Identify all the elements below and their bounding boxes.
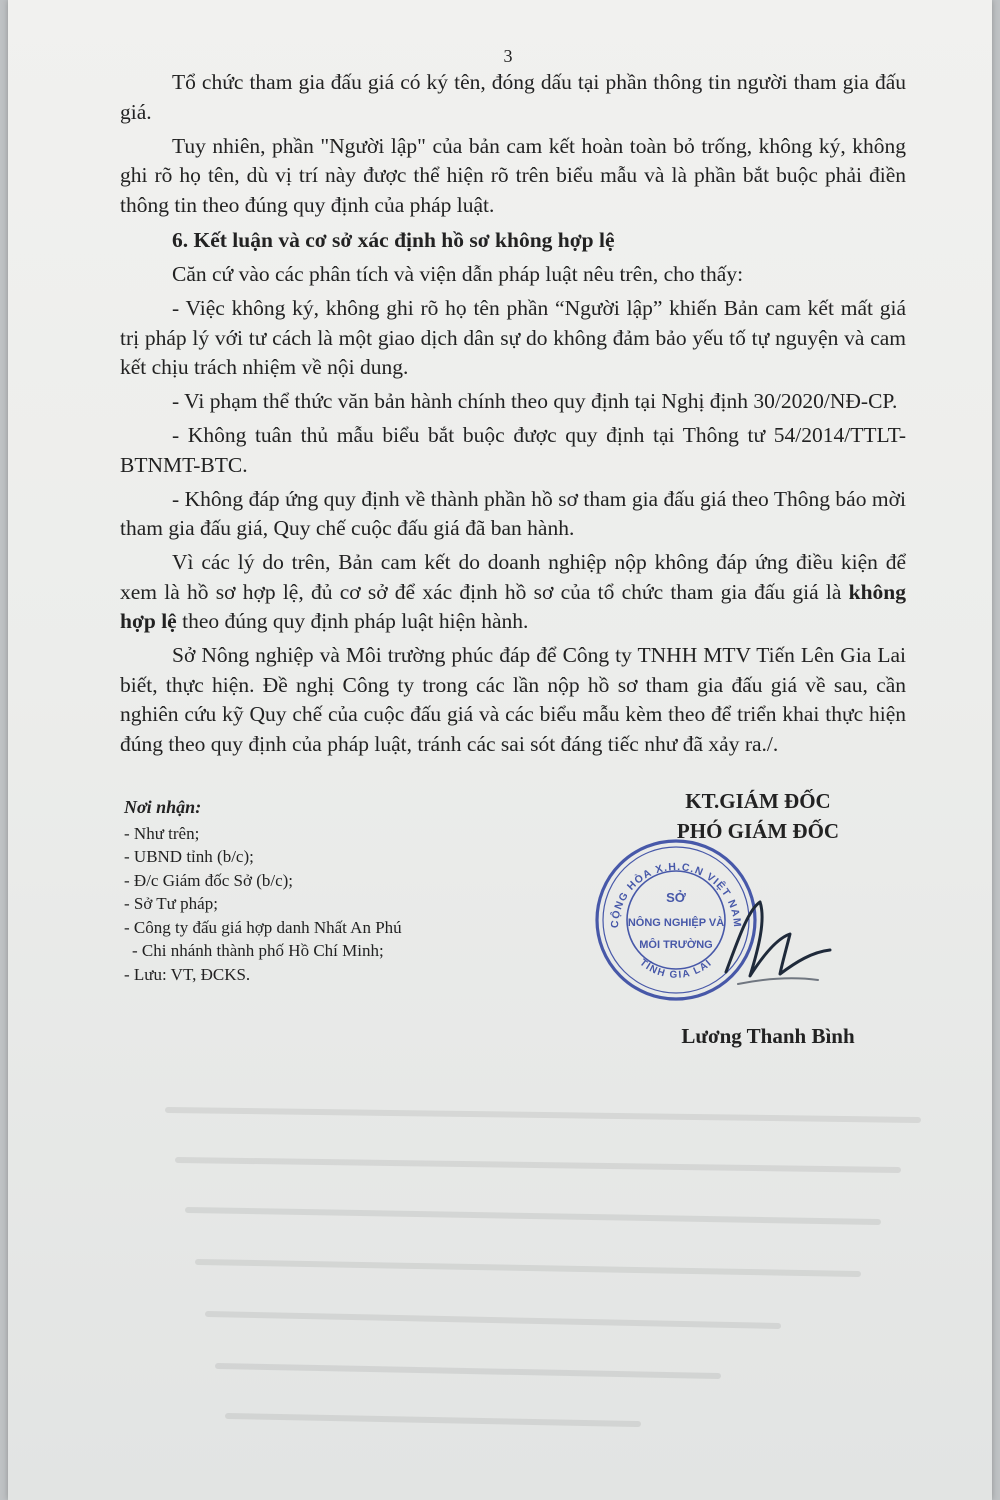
bullet-no-signature: - Việc không ký, không ghi rõ họ tên phần “Người lập” khiến Bản cam kết mất giá trị pháp lý với tư cách là một giao dịch dân sự do không đảm bảo yếu tố tự nguyện và cam kết chịu trách nhiệm về nội dung. [120,296,906,379]
document-page [8,0,992,1500]
paragraph-signed-info: Tổ chức tham gia đấu giá có ký tên, đóng dấu tại phần thông tin người tham gia đấu giá. [120,70,906,124]
signature-title-line1: KT.GIÁM ĐỐC [685,789,831,813]
recipient-item: - Chi nhánh thành phố Hồ Chí Minh; [132,941,384,960]
paragraph-blank-creator: Tuy nhiên, phần "Người lập" của bản cam kết hoàn toàn bỏ trống, không ký, không ghi rõ họ tên, dù vị trí này được thể hiện rõ trên biểu mẫu và là phần bắt buộc phải điền thông tin theo đúng quy định của pháp luật. [120,133,906,217]
paragraph-basis: Căn cứ vào các phân tích và viện dẫn pháp luật nêu trên, cho thấy: [172,262,744,286]
recipient-item: - Đ/c Giám đốc Sở (b/c); [124,870,294,890]
recipient-item: - UBND tỉnh (b/c); [124,847,254,866]
seal-center-line3: MÔI TRƯỜNG [639,939,713,951]
seal-center-line2: NÔNG NGHIỆP VÀ [627,917,725,929]
seal-ring-text: CỘNG HÒA X.H.C.N VIỆT NAM [608,860,744,929]
recipient-item: - Công ty đấu giá hợp danh Nhất An Phú [124,917,402,937]
conclusion-emphasis: không hợp lệ [120,579,906,633]
recipients-block [124,796,524,986]
recipient-item: - Như trên; [124,823,200,843]
seal-bottom-text: TỈNH GIA LAI [637,957,715,981]
recipient-item: - Lưu: VT, ĐCKS. [124,964,251,984]
bullet-dossier-requirements: - Không đáp ứng quy định về thành phần hồ sơ tham gia đấu giá theo Thông báo mời tham gia đấu giá, Quy chế cuộc đấu giá đã ban hành. [120,486,906,540]
handwritten-signature-icon [708,880,838,1000]
section-heading-conclusion: 6. Kết luận và cơ sở xác định hồ sơ không hợp lệ [172,228,615,252]
document-body [120,68,906,764]
conclusion-text-after: theo đúng quy định pháp luật hiện hành. [176,609,529,633]
paragraph-conclusion [120,548,906,637]
bullet-decree-violation: - Vi phạm thể thức văn bản hành chính theo quy định tại Nghị định 30/2020/NĐ-CP. [172,389,898,413]
recipients-title: Nơi nhận: [124,797,202,817]
conclusion-text-before: Vì các lý do trên, Bản cam kết do doanh nghiệp nộp không đáp ứng điều kiện để xem là hồ sơ hợp lệ, đủ cơ sở để xác định hồ sơ của tổ chức tham gia đấu giá là [120,550,906,604]
bleed-through-shadow [158,1090,938,1450]
paragraph-closing: Sở Nông nghiệp và Môi trường phúc đáp để Công ty TNHH MTV Tiến Lên Gia Lai biết, thực hiện. Đề nghị Công ty trong các lần nộp hồ sơ tham gia đấu giá về sau, cần nghiên cứu kỹ Quy chế của cuộc đấu giá và các biểu mẫu kèm theo để triển khai thực hiện đúng theo quy định của pháp luật, tránh các sai sót đáng tiếc như đã xảy ra./. [120,643,906,756]
signature-title-line2: PHÓ GIÁM ĐỐC [676,819,840,843]
bullet-circular-violation: - Không tuân thủ mẫu biểu bắt buộc được quy định tại Thông tư 54/2014/TTLT-BTNMT-BTC. [120,423,906,477]
signer-name: Lương Thanh Bình [681,1024,855,1048]
recipient-item: - Sở Tư pháp; [124,894,218,913]
seal-center-line1: SỞ [666,890,686,905]
page-number: 3 [503,46,513,66]
